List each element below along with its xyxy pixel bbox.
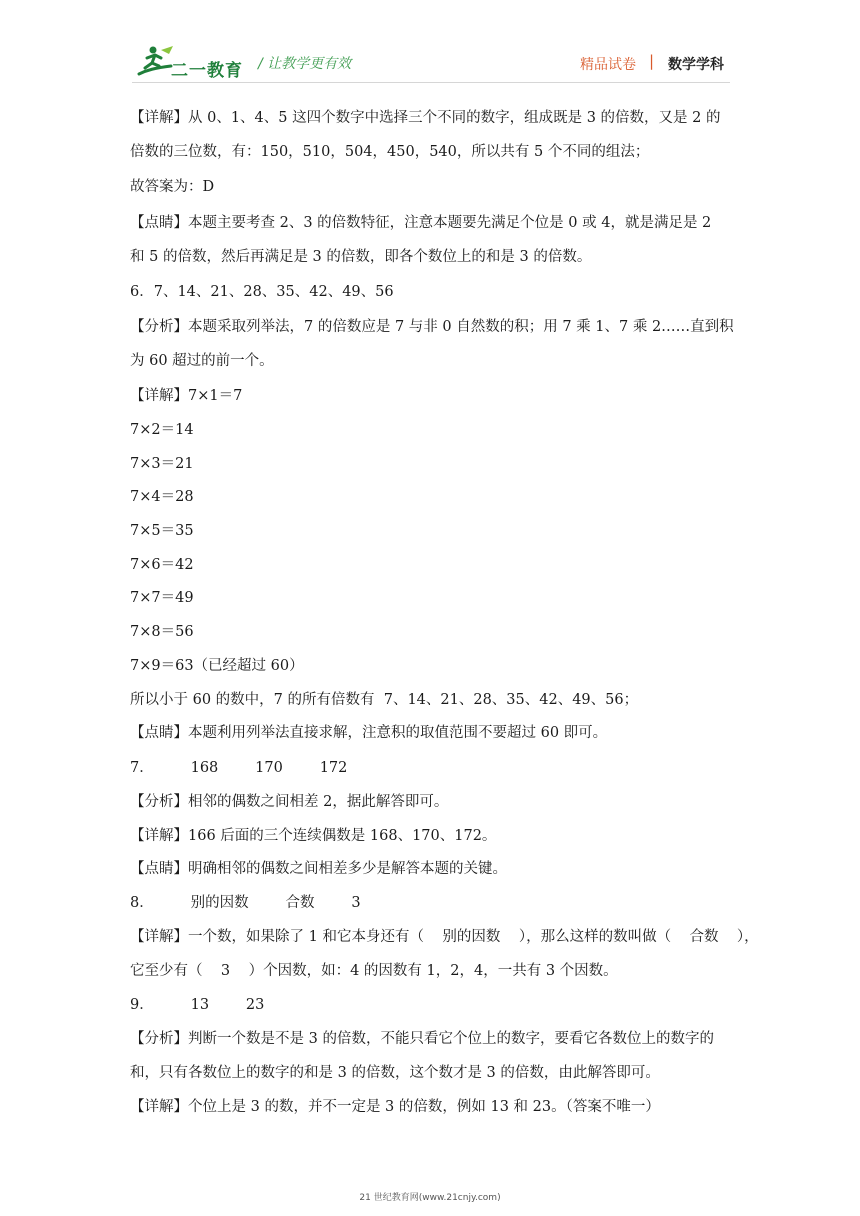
- text-line: 它至少有（ 3 ）个因数，如：4 的因数有 1，2，4，一共有 3 个因数。: [130, 963, 618, 979]
- text-line: 【点睛】本题利用列举法直接求解，注意积的取值范围不要超过 60 即可。: [130, 725, 608, 741]
- question-number-line: 6．7、14、21、28、35、42、49、56: [130, 284, 394, 300]
- text-line: 倍数的三位数，有：150，510，504，450，540，所以共有 5 个不同的组法；: [130, 144, 650, 160]
- question-number-line: 9． 13 23: [130, 997, 265, 1013]
- page-footer: 21 世纪教育网(www.21cnjy.com): [359, 1193, 501, 1203]
- header-tag-subject: 数学学科: [668, 57, 724, 73]
- header-divider: [132, 82, 730, 83]
- equation-line: 7×7＝49: [130, 590, 194, 606]
- question-number-line: 7． 168 170 172: [130, 760, 348, 776]
- text-line: 故答案为：D: [130, 179, 215, 195]
- equation-line: 7×6＝42: [130, 557, 194, 573]
- equation-line: 7×3＝21: [130, 456, 194, 472]
- text-line: 【点睛】明确相邻的偶数之间相差多少是解答本题的关键。: [130, 861, 507, 877]
- equation-line: 7×5＝35: [130, 523, 194, 539]
- text-line: 【详解】一个数，如果除了 1 和它本身还有（ 别的因数 ），那么这样的数叫做（ 合数 ），: [130, 929, 759, 945]
- text-line: 【分析】相邻的偶数之间相差 2，据此解答即可。: [130, 794, 449, 810]
- page-header: [0, 0, 860, 90]
- text-line: 【分析】本题采取列举法，7 的倍数应是 7 与非 0 自然数的积；用 7 乘 1、7 乘 2……直到积: [130, 319, 734, 335]
- text-line: 【详解】7×1＝7: [130, 388, 243, 404]
- logo: [137, 44, 247, 84]
- text-line: 【详解】166 后面的三个连续偶数是 168、170、172。: [130, 828, 497, 844]
- question-number-line: 8． 别的因数 合数 3: [130, 895, 361, 911]
- equation-line: 7×8＝56: [130, 624, 194, 640]
- equation-line: 7×9＝63（已经超过 60）: [130, 658, 304, 674]
- text-line: 和，只有各数位上的数字的和是 3 的倍数，这个数才是 3 的倍数，由此解答即可。: [130, 1065, 660, 1081]
- text-line: 所以小于 60 的数中，7 的所有倍数有 7、14、21、28、35、42、49、56；: [130, 692, 639, 708]
- text-line: 和 5 的倍数，然后再满足是 3 的倍数，即各个数位上的和是 3 的倍数。: [130, 249, 592, 265]
- header-separator: |: [649, 52, 655, 70]
- text-line: 【详解】从 0、1、4、5 这四个数字中选择三个不同的数字，组成既是 3 的倍数，又是 2 的: [130, 110, 721, 126]
- text-line: 【点睛】本题主要考查 2、3 的倍数特征，注意本题要先满足个位是 0 或 4，就是满足是 2: [130, 215, 712, 231]
- text-line: 【分析】判断一个数是不是 3 的倍数，不能只看它个位上的数字，要看它各数位上的数字的: [130, 1031, 714, 1047]
- text-line: 为 60 超过的前一个。: [130, 353, 274, 369]
- equation-line: 7×4＝28: [130, 489, 194, 505]
- logo-text: 二一教育: [171, 61, 243, 81]
- header-tag-quality: 精品试卷: [580, 57, 636, 73]
- text-line: 【详解】个位上是 3 的数，并不一定是 3 的倍数，例如 13 和 23。（答案不唯一）: [130, 1099, 660, 1115]
- header-slogan: / 让教学更有效: [258, 56, 352, 72]
- equation-line: 7×2＝14: [130, 422, 194, 438]
